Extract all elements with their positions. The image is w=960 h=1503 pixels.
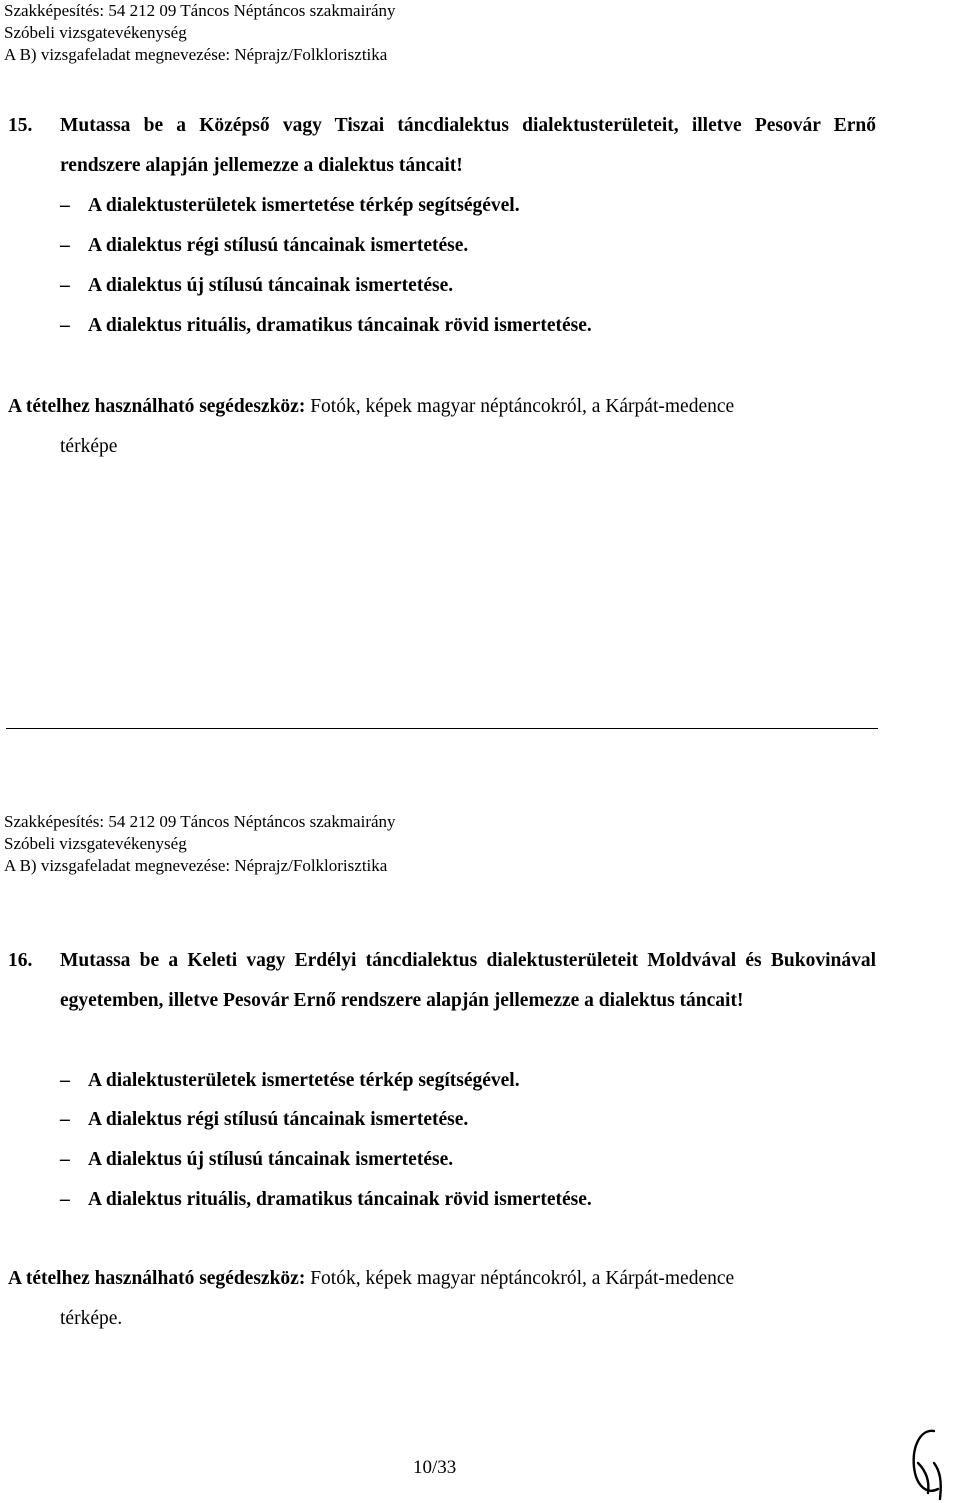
page-number: 10/33 [413,1457,457,1478]
question-16-text: Mutassa be a Keleti vagy Erdélyi táncdialektus dialektusterületeit Moldvával és Bukovinával egyetemben, illetve Pesovár Ernő rendszere alapján jellemezze a dialektus táncait! [60,950,876,1011]
tools-text: Fotók, képek magyar néptáncokról, a Kárpát-medence [310,1268,735,1289]
dash-icon: – [60,1070,70,1091]
dash-icon: – [60,1189,70,1210]
header-qualification: Szakképesítés: 54 212 09 Táncos Néptáncos szakmairány [4,812,396,831]
header-task-name: A B) vizsgafeladat megnevezése: Néprajz/Folklorisztika [4,45,388,64]
question-16-bullet-3: – A dialektus új stílusú táncainak ismertetése. [60,1140,453,1180]
question-15-bullet-1: – A dialektusterületek ismertetése térkép segítségével. [60,186,520,226]
page-separator-line [6,728,878,729]
question-16-tools [8,1259,876,1339]
question-15-bullet-4: – A dialektus rituális, dramatikus táncainak rövid ismertetése. [60,306,592,346]
page-header-bottom [4,811,396,877]
question-15-number: 15. [8,115,33,136]
page-header-top [4,0,396,66]
tools-label: A tételhez használható segédeszköz: [8,1268,306,1289]
tools-text-continued: térképe. [60,1308,123,1329]
dash-icon: – [60,315,70,336]
tools-text-continued: térképe [60,436,118,457]
question-16-number: 16. [8,950,33,971]
header-exam-type: Szóbeli vizsgatevékenység [4,23,187,42]
question-15-bullet-2: – A dialektus régi stílusú táncainak ismertetése. [60,226,468,266]
header-exam-type: Szóbeli vizsgatevékenység [4,834,187,853]
header-qualification: Szakképesítés: 54 212 09 Táncos Néptáncos szakmairány [4,1,396,20]
dash-icon: – [60,275,70,296]
tools-text: Fotók, képek magyar néptáncokról, a Kárpát-medence [310,396,735,417]
tools-label: A tételhez használható segédeszköz: [8,396,306,417]
signature-mark [904,1423,948,1503]
question-15-bullet-3: – A dialektus új stílusú táncainak ismertetése. [60,266,453,306]
dash-icon: – [60,1149,70,1170]
question-16-bullet-4: – A dialektus rituális, dramatikus táncainak rövid ismertetése. [60,1180,592,1220]
question-15-tools [8,387,876,467]
dash-icon: – [60,235,70,256]
header-task-name: A B) vizsgafeladat megnevezése: Néprajz/Folklorisztika [4,856,388,875]
question-16-bullet-1: – A dialektusterületek ismertetése térkép segítségével. [60,1061,520,1101]
dash-icon: – [60,195,70,216]
question-16-bullet-2: – A dialektus régi stílusú táncainak ismertetése. [60,1100,468,1140]
dash-icon: – [60,1109,70,1130]
question-15-text: Mutassa be a Középső vagy Tiszai táncdialektus dialektusterületeit, illetve Pesovár Ernő rendszere alapján jellemezze a dialektus táncait! [60,115,876,176]
